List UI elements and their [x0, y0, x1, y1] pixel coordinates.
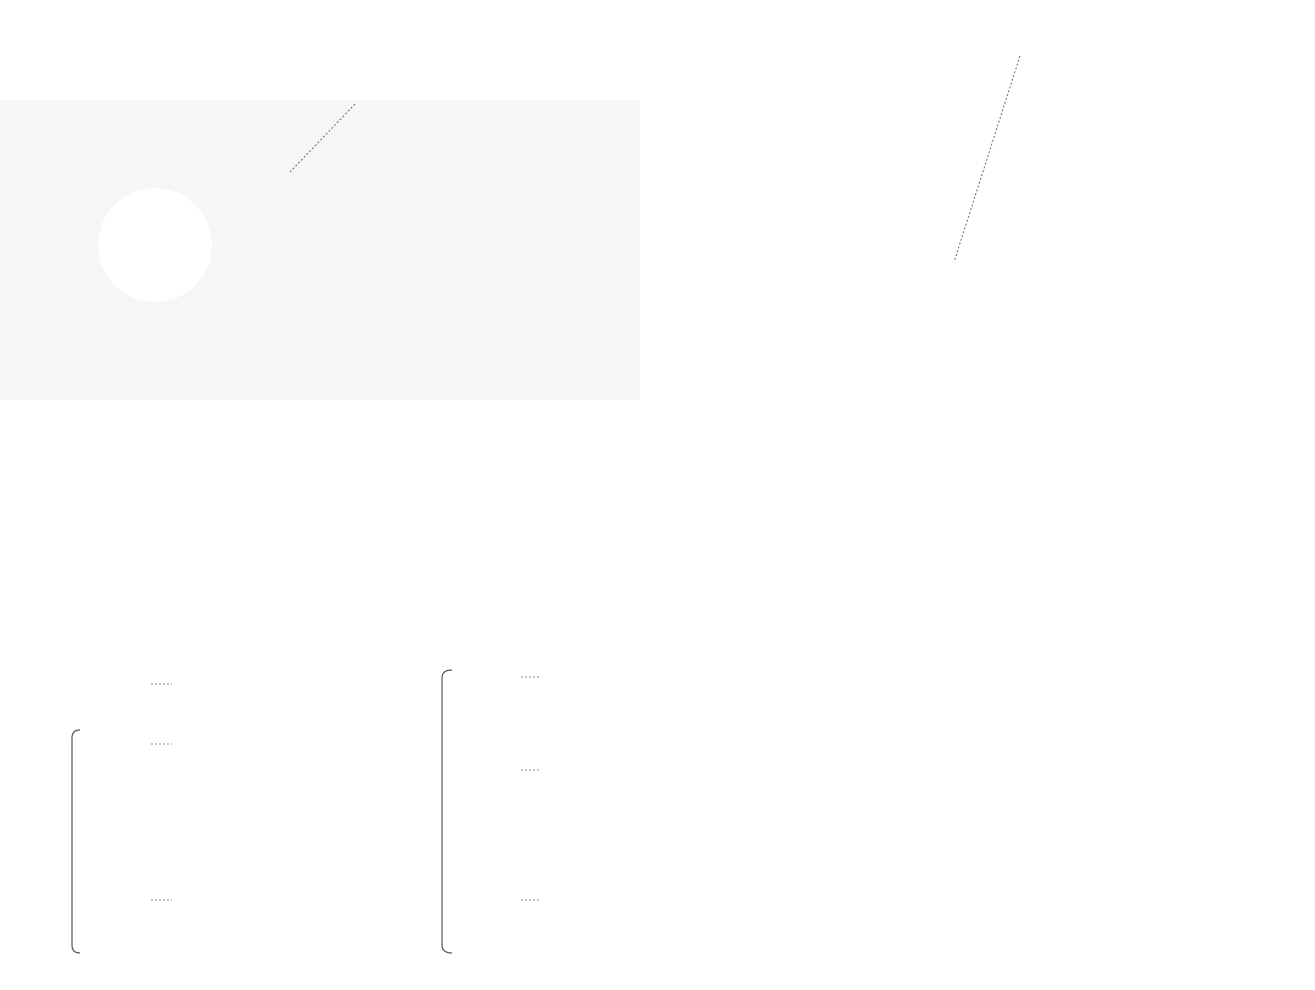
revenue-donut-hole: [98, 188, 212, 302]
expenditure-leader: [940, 50, 1030, 270]
revenue-donut: [0, 90, 360, 430]
transfer-chart: [700, 770, 1300, 920]
balance-chart: [0, 650, 700, 990]
expenditure-donut: [650, 160, 980, 480]
spend-total-brace: [442, 670, 452, 953]
income-total-brace: [72, 730, 80, 953]
expenditure-donut-hole: [754, 266, 868, 380]
expenditure-leader-line: [954, 56, 1020, 262]
revenue-leader-line: [290, 104, 355, 172]
